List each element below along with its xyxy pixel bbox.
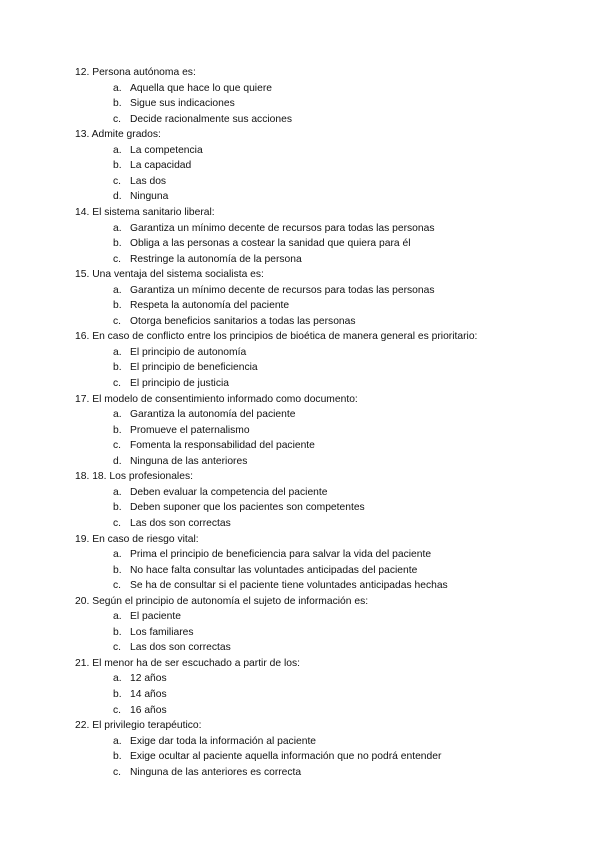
option-letter: b. — [113, 160, 122, 172]
answer-option — [113, 314, 356, 329]
answer-option — [113, 221, 435, 236]
option-letter: b. — [113, 362, 122, 374]
answer-option — [113, 734, 316, 749]
question-number: 21. — [75, 657, 90, 669]
answer-option — [113, 609, 181, 624]
option-letter: a. — [113, 144, 122, 156]
question-number: 16. — [75, 331, 90, 343]
option-text: Respeta la autonomía del paciente — [130, 300, 290, 312]
option-letter: c. — [113, 440, 122, 452]
option-letter: b. — [113, 502, 122, 514]
option-text: Deben evaluar la competencia del paciente — [130, 486, 328, 498]
answer-option — [113, 500, 365, 515]
option-text: Los familiares — [130, 626, 194, 638]
option-text: El paciente — [130, 611, 181, 623]
option-text: 14 años — [130, 689, 167, 700]
question-12 — [75, 65, 196, 80]
answer-option — [113, 516, 231, 531]
option-text: Exige ocultar al paciente aquella información que no podrá entender — [130, 751, 442, 763]
question-number: 17. — [75, 393, 90, 405]
answer-option — [113, 158, 191, 173]
option-text: El principio de justicia — [130, 378, 230, 389]
option-text: Prima el principio de beneficiencia para salvar la vida del paciente — [130, 549, 432, 561]
option-letter: c. — [113, 378, 122, 389]
question-text: El menor ha de ser escuchado a partir de los: — [92, 657, 300, 669]
answer-option — [113, 252, 302, 267]
answer-option — [113, 81, 272, 96]
option-letter: b. — [113, 424, 122, 436]
option-letter: a. — [113, 222, 122, 234]
option-letter: b. — [113, 564, 122, 576]
question-19 — [75, 532, 199, 547]
answer-option — [113, 703, 167, 718]
option-letter: a. — [113, 673, 122, 685]
answer-option — [113, 454, 247, 469]
question-20 — [75, 594, 368, 609]
option-letter: c. — [113, 253, 122, 265]
option-letter: d. — [113, 455, 122, 467]
answer-option — [113, 236, 411, 251]
option-text: Deben suponer que los pacientes son competentes — [130, 502, 365, 514]
option-text: Obliga a las personas a costear la sanidad que quiera para él — [130, 238, 411, 250]
option-letter: b. — [113, 751, 122, 763]
question-text: Admite grados: — [91, 129, 161, 141]
option-letter: a. — [113, 82, 122, 94]
answer-option — [113, 345, 246, 360]
question-number: 13. — [75, 129, 90, 141]
option-text: Restringe la autonomía de la persona — [130, 253, 302, 265]
question-number: 19. — [75, 533, 90, 545]
option-letter: a. — [113, 409, 122, 421]
answer-option — [113, 563, 417, 578]
answer-option — [113, 625, 194, 640]
answer-option — [113, 376, 229, 391]
answer-option — [113, 485, 328, 500]
answer-option — [113, 578, 448, 593]
option-text: Las dos — [130, 175, 167, 187]
option-text: Garantiza la autonomía del paciente — [130, 409, 296, 421]
option-text: Ninguna de las anteriores — [130, 455, 248, 467]
option-letter: a. — [113, 486, 122, 498]
answer-option — [113, 765, 301, 780]
answer-option — [113, 407, 295, 422]
question-number: 18. — [75, 471, 90, 483]
answer-option — [113, 687, 167, 702]
question-18 — [75, 469, 193, 484]
question-text: En caso de riesgo vital: — [92, 533, 199, 545]
option-letter: c. — [113, 113, 122, 125]
question-21 — [75, 656, 300, 671]
option-letter: a. — [113, 735, 122, 747]
question-text: Según el principio de autonomía el sujeto de información es: — [92, 595, 369, 607]
question-15 — [75, 267, 264, 282]
option-letter: c. — [113, 580, 122, 592]
option-text: No hace falta consultar las voluntades anticipadas del paciente — [130, 564, 418, 576]
option-text: Sigue sus indicaciones — [130, 98, 235, 110]
option-text: 16 años — [130, 704, 167, 716]
answer-option — [113, 174, 166, 189]
answer-option — [113, 189, 168, 204]
answer-option — [113, 438, 315, 453]
question-text: En caso de conflicto entre los principios de bioética de manera general es prioritario: — [92, 331, 478, 343]
option-text: Promueve el paternalismo — [130, 424, 250, 436]
option-text: Ninguna — [130, 191, 169, 203]
option-text: Decide racionalmente sus acciones — [130, 113, 292, 125]
answer-option — [113, 298, 289, 313]
option-letter: a. — [113, 549, 122, 561]
question-number: 14. — [75, 206, 90, 218]
option-text: Las dos son correctas — [130, 517, 231, 529]
answer-option — [113, 283, 435, 298]
question-text: 18. Los profesionales: — [92, 471, 193, 483]
answer-option — [113, 640, 231, 655]
answer-option — [113, 143, 203, 158]
option-letter: c. — [113, 642, 122, 654]
option-text: Se ha de consultar si el paciente tiene voluntades anticipadas hechas — [130, 580, 448, 592]
option-letter: b. — [113, 626, 122, 638]
option-text: Exige dar toda la información al paciente — [130, 735, 317, 747]
answer-option — [113, 423, 250, 438]
option-letter: c. — [113, 704, 122, 716]
option-text: Aquella que hace lo que quiere — [130, 82, 272, 94]
question-text: El sistema sanitario liberal: — [92, 206, 215, 218]
option-letter: b. — [113, 238, 122, 250]
option-letter: c. — [113, 315, 122, 327]
option-text: Fomenta la responsabilidad del paciente — [130, 440, 315, 452]
question-17 — [75, 392, 358, 407]
question-text: El modelo de consentimiento informado como documento: — [92, 393, 358, 405]
option-letter: c. — [113, 175, 122, 187]
question-22 — [75, 718, 202, 733]
option-text: Garantiza un mínimo decente de recursos para todas las personas — [130, 222, 435, 234]
option-text: Ninguna de las anteriores es correcta — [130, 766, 302, 778]
question-text: El privilegio terapéutico: — [92, 720, 202, 732]
option-letter: c. — [113, 766, 122, 778]
option-letter: b. — [113, 300, 122, 312]
option-letter: c. — [113, 517, 122, 529]
answer-option — [113, 671, 167, 686]
option-text: La capacidad — [130, 160, 192, 172]
question-13 — [75, 127, 161, 142]
option-text: Garantiza un mínimo decente de recursos para todas las personas — [130, 284, 435, 296]
option-letter: a. — [113, 611, 122, 623]
option-letter: b. — [113, 689, 122, 700]
option-text: 12 años — [130, 673, 167, 685]
option-text: Las dos son correctas — [130, 642, 231, 654]
option-letter: a. — [113, 346, 122, 358]
question-text: Una ventaja del sistema socialista es: — [92, 269, 264, 281]
question-number: 22. — [75, 720, 90, 732]
option-text: Otorga beneficios sanitarios a todas las personas — [130, 315, 356, 327]
question-number: 15. — [75, 269, 90, 281]
answer-option — [113, 547, 431, 562]
question-number: 20. — [75, 595, 90, 607]
answer-option — [113, 360, 258, 375]
option-text: El principio de autonomía — [130, 346, 247, 358]
option-letter: d. — [113, 191, 122, 203]
option-text: El principio de beneficiencia — [130, 362, 258, 374]
option-text: La competencia — [130, 144, 203, 156]
question-16 — [75, 329, 477, 344]
option-letter: a. — [113, 284, 122, 296]
answer-option — [113, 749, 441, 764]
question-text: Persona autónoma es: — [92, 67, 196, 78]
answer-option — [113, 112, 292, 127]
option-letter: b. — [113, 98, 122, 110]
question-number: 12. — [75, 67, 90, 78]
question-14 — [75, 205, 215, 220]
answer-option — [113, 96, 235, 111]
